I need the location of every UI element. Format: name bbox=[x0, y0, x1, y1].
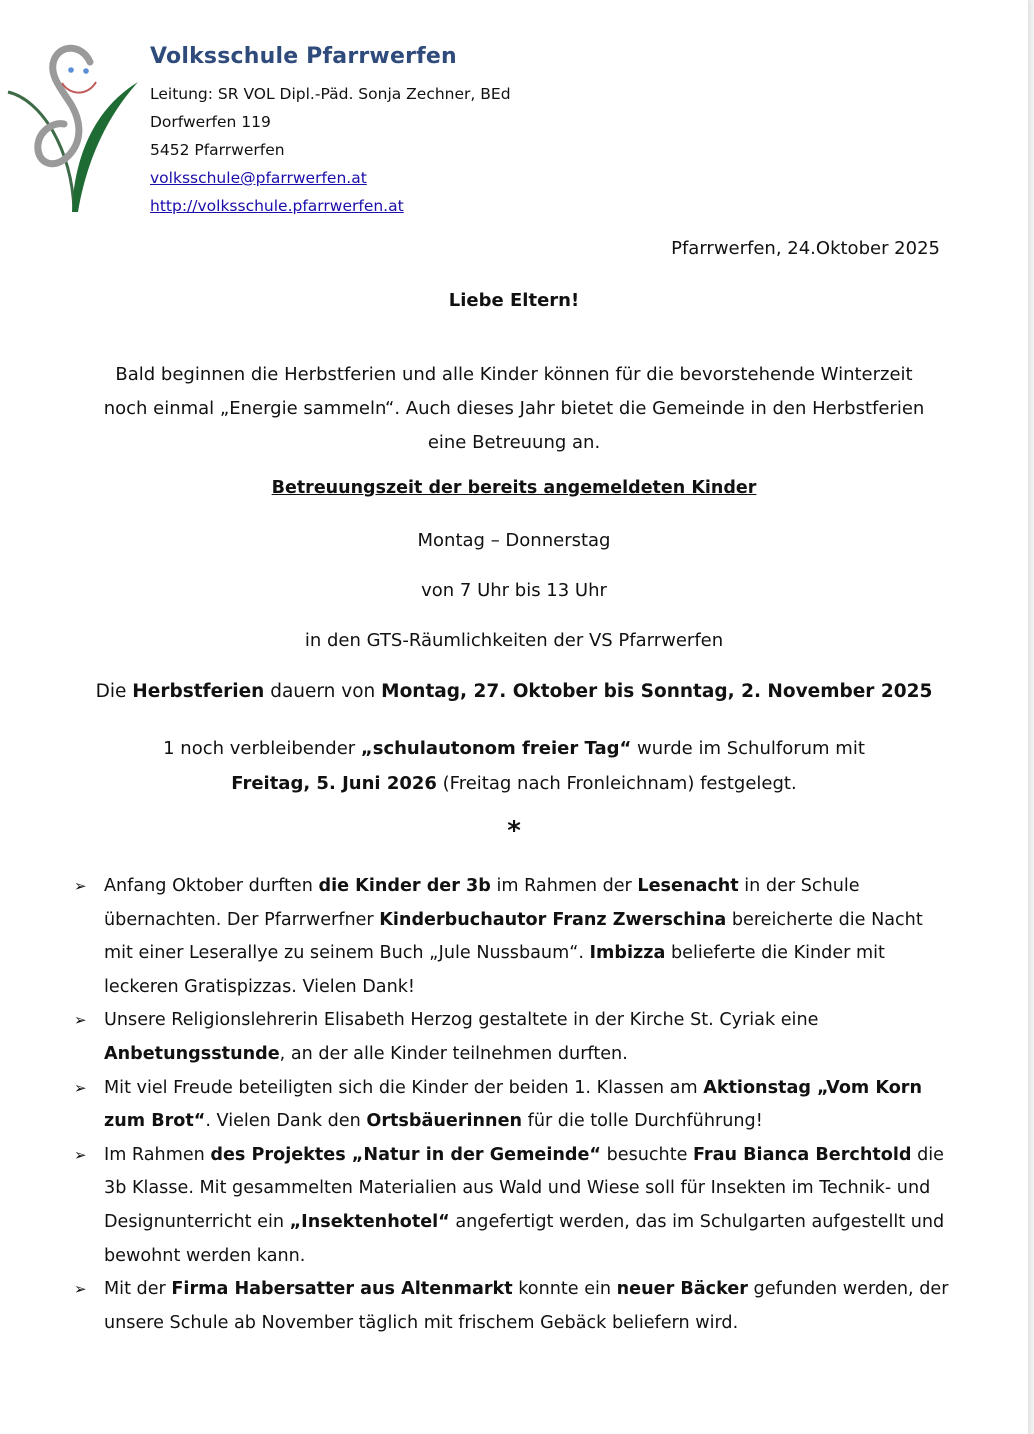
text: die 3b Klasse. Mit gesammelten Materialien aus Wald und Wiese soll für Insekten im Technik- und Designunterricht ein bbox=[104, 1144, 944, 1232]
bold-text: neuer Bäcker bbox=[616, 1279, 748, 1300]
bold-text: Aktionstag „Vom Korn zum Brot“ bbox=[104, 1077, 922, 1132]
text: Anfang Oktober durften bbox=[104, 876, 319, 896]
bold-text: „Insektenhotel“ bbox=[289, 1211, 450, 1232]
leitung-line: Leitung: SR VOL Dipl.-Päd. Sonja Zechner, BEd bbox=[150, 85, 511, 103]
text: . Vielen Dank den bbox=[205, 1111, 367, 1132]
text: Mit viel Freude beteiligten sich die Kinder der beiden 1. Klassen am bbox=[104, 1077, 704, 1098]
news-item bbox=[74, 1273, 954, 1340]
website-link[interactable]: http://volksschule.pfarrwerfen.at bbox=[150, 197, 404, 215]
text: Unsere Religionslehrerin Elisabeth Herzog gestaltete in der Kirche St. Cyriak eine bbox=[104, 1010, 819, 1031]
bold-text: „schulautonom freier Tag“ bbox=[360, 738, 632, 759]
text: Die bbox=[95, 681, 133, 702]
free-day-notice bbox=[0, 731, 1028, 801]
arrow-bullet-icon: ➢ bbox=[74, 1011, 87, 1030]
school-logo-icon bbox=[2, 40, 142, 215]
news-list bbox=[74, 870, 954, 1340]
news-item bbox=[74, 1004, 954, 1071]
letterhead bbox=[150, 42, 511, 220]
news-item bbox=[74, 870, 954, 1004]
email-link[interactable]: volksschule@pfarrwerfen.at bbox=[150, 169, 367, 187]
text: für die tolle Durchführung! bbox=[522, 1111, 763, 1132]
care-section-title: Betreuungszeit der bereits angemeldeten Kinder bbox=[271, 478, 757, 498]
school-name: Volksschule Pfarrwerfen bbox=[150, 44, 457, 69]
text: Mit der bbox=[104, 1279, 172, 1300]
bold-text: die Kinder der 3b bbox=[318, 876, 491, 896]
separator-star: * bbox=[507, 816, 521, 846]
bold-text: Imbizza bbox=[589, 943, 666, 964]
street-address: Dorfwerfen 119 bbox=[150, 113, 271, 131]
bold-text: Frau Bianca Berchtold bbox=[693, 1144, 912, 1165]
news-item bbox=[74, 1139, 954, 1273]
text: gefunden werden, der unsere Schule ab November täglich mit frischem Gebäck beliefern wird. bbox=[104, 1279, 949, 1333]
bold-text: Herbstferien bbox=[132, 681, 265, 702]
text: konnte ein bbox=[512, 1279, 617, 1300]
bold-text: Ortsbäuerinnen bbox=[366, 1111, 523, 1132]
bold-text: Kinderbuchautor Franz Zwerschina bbox=[379, 909, 727, 930]
text: im Rahmen der bbox=[490, 876, 638, 896]
text: (Freitag nach Fronleichnam) festgelegt. bbox=[436, 773, 797, 794]
holiday-dates bbox=[0, 681, 1028, 702]
text: wurde im Schulforum mit bbox=[631, 738, 865, 759]
bold-text: Freitag, 5. Juni 2026 bbox=[231, 773, 437, 794]
care-place: in den GTS-Räumlichkeiten der VS Pfarrwerfen bbox=[304, 630, 724, 651]
text: , an der alle Kinder teilnehmen durften. bbox=[279, 1043, 628, 1064]
bold-text: Lesenacht bbox=[637, 876, 739, 896]
text: belieferte die Kinder mit leckeren Gratispizzas. Vielen Dank! bbox=[104, 943, 885, 997]
text: in der Schule übernachten. Der Pfarrwerfner bbox=[104, 876, 860, 930]
bold-text: des Projektes „Natur in der Gemeinde“ bbox=[210, 1144, 601, 1165]
arrow-bullet-icon: ➢ bbox=[74, 1078, 87, 1097]
care-time: von 7 Uhr bis 13 Uhr bbox=[421, 580, 607, 601]
text: angefertigt werden, das im Schulgarten aufgestellt und bewohnt werden kann. bbox=[104, 1211, 945, 1266]
bold-text: Anbetungsstunde bbox=[104, 1043, 280, 1064]
text: bereicherte die Nacht mit einer Leserallye zu seinem Buch „Jule Nussbaum“. bbox=[104, 909, 923, 964]
letter-date: Pfarrwerfen, 24.Oktober 2025 bbox=[671, 238, 940, 259]
care-days: Montag – Donnerstag bbox=[417, 530, 611, 551]
bold-text: Montag, 27. Oktober bis Sonntag, 2. November 2025 bbox=[381, 681, 933, 702]
intro-line: noch einmal „Energie sammeln“. Auch dieses Jahr bietet die Gemeinde in den Herbstferien bbox=[103, 398, 925, 419]
arrow-bullet-icon: ➢ bbox=[74, 877, 87, 895]
text: 1 noch verbleibender bbox=[163, 738, 361, 759]
bold-text: Firma Habersatter aus Altenmarkt bbox=[171, 1279, 513, 1300]
arrow-bullet-icon: ➢ bbox=[74, 1145, 87, 1164]
intro-paragraph bbox=[0, 358, 1028, 460]
text: dauern von bbox=[264, 681, 382, 702]
greeting: Liebe Eltern! bbox=[448, 290, 580, 311]
intro-line: eine Betreuung an. bbox=[427, 432, 601, 453]
text: besuchte bbox=[600, 1144, 694, 1165]
news-item bbox=[74, 1072, 954, 1139]
city-address: 5452 Pfarrwerfen bbox=[150, 141, 285, 159]
intro-line: Bald beginnen die Herbstferien und alle Kinder können für die bevorstehende Winterzeit bbox=[115, 364, 913, 385]
arrow-bullet-icon: ➢ bbox=[74, 1280, 87, 1299]
text: Im Rahmen bbox=[104, 1144, 211, 1165]
